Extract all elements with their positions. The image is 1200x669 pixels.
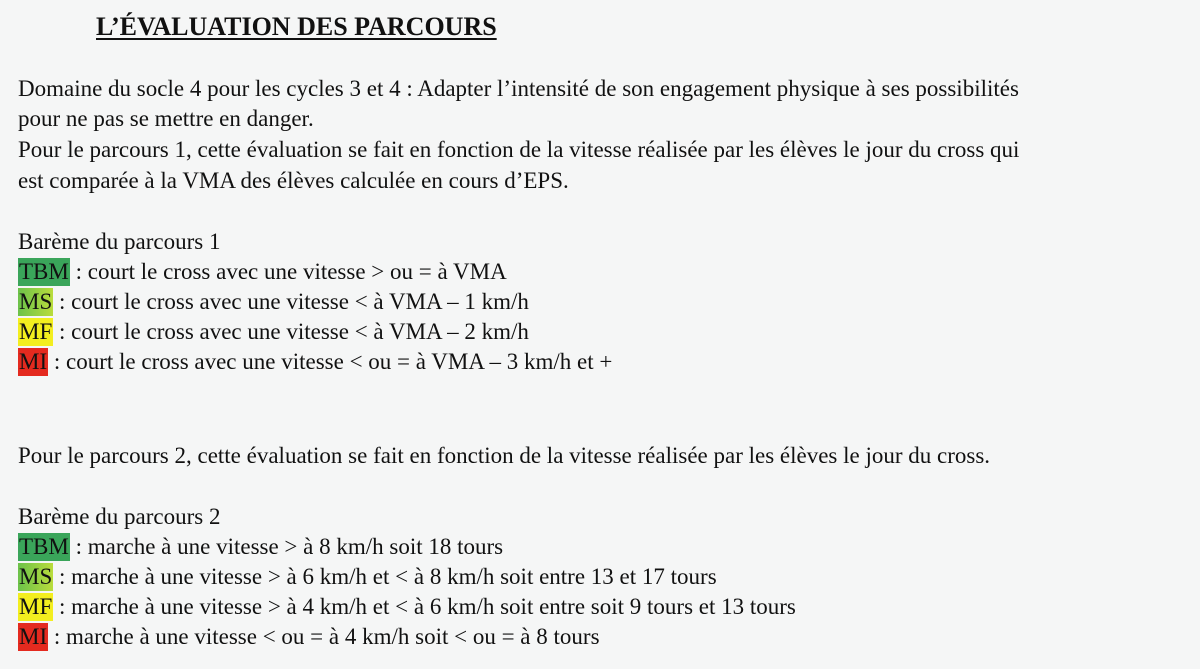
level-badge-mf: MF — [19, 319, 53, 344]
bareme-2-item-mi — [18, 622, 600, 652]
intro-line-4: est comparée à la VMA des élèves calculée en cours d’EPS. — [18, 168, 569, 193]
bareme-1-item-text: : court le cross avec une vitesse < à VMA – 1 km/h — [53, 289, 529, 314]
bareme-2-heading: Barème du parcours 2 — [18, 504, 221, 529]
bareme-1-item-text: : court le cross avec une vitesse < ou = à VMA – 3 km/h et + — [48, 349, 613, 374]
level-badge-ms: MS — [19, 564, 53, 589]
intro-line-2: pour ne pas se mettre en danger. — [18, 106, 314, 131]
bareme-1-heading: Barème du parcours 1 — [18, 229, 221, 254]
level-badge-ms: MS — [19, 289, 53, 314]
intro-line-3: Pour le parcours 1, cette évaluation se fait en fonction de la vitesse réalisée par les élèves le jour du cross qui — [18, 137, 1020, 162]
bareme-1-item-tbm — [18, 257, 507, 287]
bareme-1-item-text: : court le cross avec une vitesse > ou = à VMA — [69, 259, 507, 284]
intro-line-1: Domaine du socle 4 pour les cycles 3 et 4 : Adapter l’intensité de son engagement physique à ses possibilités — [18, 76, 1019, 101]
level-badge-mi: MI — [19, 349, 48, 374]
bareme-2-item-text: : marche à une vitesse > à 8 km/h soit 18 tours — [69, 534, 504, 559]
level-badge-tbm: TBM — [19, 534, 69, 559]
level-badge-mi: MI — [19, 624, 48, 649]
page-title: L’ÉVALUATION DES PARCOURS — [96, 12, 497, 41]
bareme-2-item-mf — [18, 592, 796, 622]
level-badge-tbm: TBM — [19, 259, 69, 284]
bareme-2-item-text: : marche à une vitesse > à 4 km/h et < à 6 km/h soit entre soit 9 tours et 13 tours — [53, 594, 796, 619]
bareme-1-item-ms — [18, 287, 529, 317]
bareme-2-item-ms — [18, 562, 717, 592]
bareme-2-item-text: : marche à une vitesse > à 6 km/h et < à 8 km/h soit entre 13 et 17 tours — [53, 564, 717, 589]
bareme-1-item-mi — [18, 347, 612, 377]
bareme-1-item-text: : court le cross avec une vitesse < à VMA – 2 km/h — [53, 319, 529, 344]
level-badge-mf: MF — [19, 594, 53, 619]
bareme-2-item-text: : marche à une vitesse < ou = à 4 km/h soit < ou = à 8 tours — [48, 624, 600, 649]
parcours-2-description: Pour le parcours 2, cette évaluation se fait en fonction de la vitesse réalisée par les élèves le jour du cross. — [18, 443, 991, 468]
bareme-1-item-mf — [18, 317, 529, 347]
bareme-2-item-tbm — [18, 532, 503, 562]
